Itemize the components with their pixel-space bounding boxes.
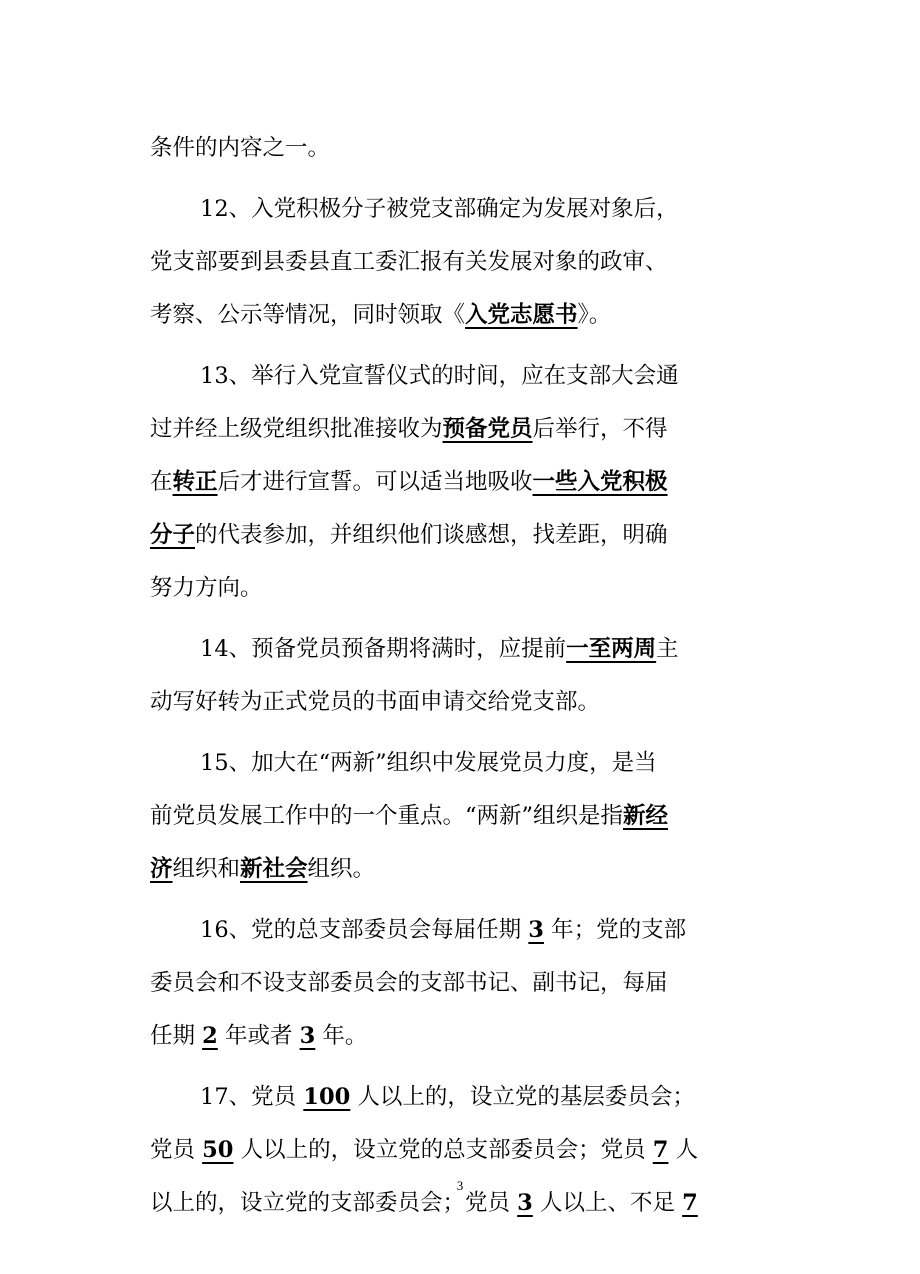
text-segment: 人以上的，设立党的总支部委员会；党员 — [233, 1137, 653, 1163]
underlined-answer: 转正 — [172, 469, 218, 495]
text-segment: 努力方向。 — [150, 575, 263, 601]
text-segment: 党员 — [150, 1137, 203, 1163]
text-segment: 16、党的总支部委员会每届任期 — [200, 917, 529, 943]
text-segment: 14、预备党员预备期将满时，应提前 — [200, 636, 567, 662]
text-line — [150, 1124, 772, 1177]
underlined-answer: 一至两周 — [566, 636, 657, 662]
text-line — [150, 1071, 772, 1124]
text-line — [150, 623, 772, 676]
text-segment: 过并经上级党组织批准接收为 — [150, 416, 443, 442]
paragraph-gap — [150, 342, 772, 350]
text-line — [150, 456, 772, 509]
text-segment: 17、党员 — [200, 1084, 304, 1110]
document-body — [150, 122, 772, 1230]
underlined-answer: 3 — [299, 1023, 316, 1049]
text-segment: 13、举行入党宣誓仪式的时间，应在支部大会通 — [200, 363, 679, 389]
underlined-answer: 3 — [517, 1190, 533, 1216]
paragraph-gap — [150, 1063, 772, 1071]
text-line — [150, 562, 772, 615]
text-line — [150, 509, 772, 562]
text-segment: 委员会和不设支部委员会的支部书记、副书记，每届 — [150, 970, 668, 996]
underlined-answer: 100 — [303, 1084, 351, 1110]
text-line — [150, 676, 772, 729]
text-line — [150, 904, 772, 957]
underlined-answer: 7 — [682, 1190, 698, 1216]
text-segment: 动写好转为正式党员的书面申请交给党支部。 — [150, 689, 601, 715]
text-segment: 年或者 — [217, 1023, 300, 1049]
paragraph-gap — [150, 896, 772, 904]
text-segment: 后举行，不得 — [532, 416, 668, 442]
text-segment: 15、加大在“两新”组织中发展党员力度，是当 — [200, 750, 657, 776]
text-segment: 12、入党积极分子被党支部确定为发展对象后， — [200, 196, 679, 222]
text-segment: 任期 — [150, 1023, 203, 1049]
paragraph-gap — [150, 175, 772, 183]
underlined-answer: 入党志愿书 — [465, 302, 578, 328]
text-line — [150, 737, 772, 790]
underlined-answer: 新经 — [623, 803, 669, 829]
text-line — [150, 1010, 772, 1063]
page-number: 3 — [456, 1178, 464, 1193]
text-segment: 人以上的，设立党的基层委员会； — [350, 1084, 695, 1110]
text-segment: 》。 — [577, 302, 612, 328]
text-segment: 条件的内容之一。 — [150, 135, 331, 161]
text-segment: 人 — [668, 1137, 699, 1163]
text-line — [150, 843, 772, 896]
text-segment: 的代表参加，并组织他们谈感想，找差距，明确 — [195, 522, 668, 548]
text-line — [150, 350, 772, 403]
text-line — [150, 790, 772, 843]
text-segment: 主 — [656, 636, 679, 662]
underlined-answer: 分子 — [150, 522, 196, 548]
text-line — [150, 957, 772, 1010]
text-line — [150, 236, 772, 289]
text-segment: 组织和 — [172, 856, 241, 882]
text-segment: 后才进行宣誓。可以适当地吸收 — [217, 469, 533, 495]
text-segment: 前党员发展工作中的一个重点。“两新”组织是指 — [150, 803, 624, 829]
text-segment: 考察、公示等情况，同时领取《 — [150, 302, 466, 328]
text-segment: 年。 — [315, 1023, 368, 1049]
text-line — [150, 183, 772, 236]
underlined-answer: 7 — [652, 1137, 669, 1163]
underlined-answer: 预备党员 — [442, 416, 533, 442]
text-segment: 党支部要到县委县直工委汇报有关发展对象的政审、 — [150, 249, 668, 275]
paragraph-gap — [150, 729, 772, 737]
underlined-answer: 3 — [528, 917, 544, 943]
text-segment: 人以上、不足 — [532, 1190, 683, 1216]
text-line — [150, 289, 772, 342]
text-segment: 年；党的支部 — [543, 917, 687, 943]
underlined-answer: 新社会 — [240, 856, 308, 882]
underlined-answer: 济 — [150, 856, 173, 882]
underlined-answer: 2 — [202, 1023, 218, 1049]
text-line — [150, 122, 772, 175]
text-segment: 组织。 — [307, 856, 376, 882]
paragraph-gap — [150, 615, 772, 623]
text-segment: 以上的，设立党的支部委员会；党员 — [150, 1190, 518, 1216]
text-segment: 在 — [150, 469, 173, 495]
underlined-answer: 一些入党积极 — [532, 469, 668, 495]
underlined-answer: 50 — [202, 1137, 234, 1163]
text-line — [150, 403, 772, 456]
